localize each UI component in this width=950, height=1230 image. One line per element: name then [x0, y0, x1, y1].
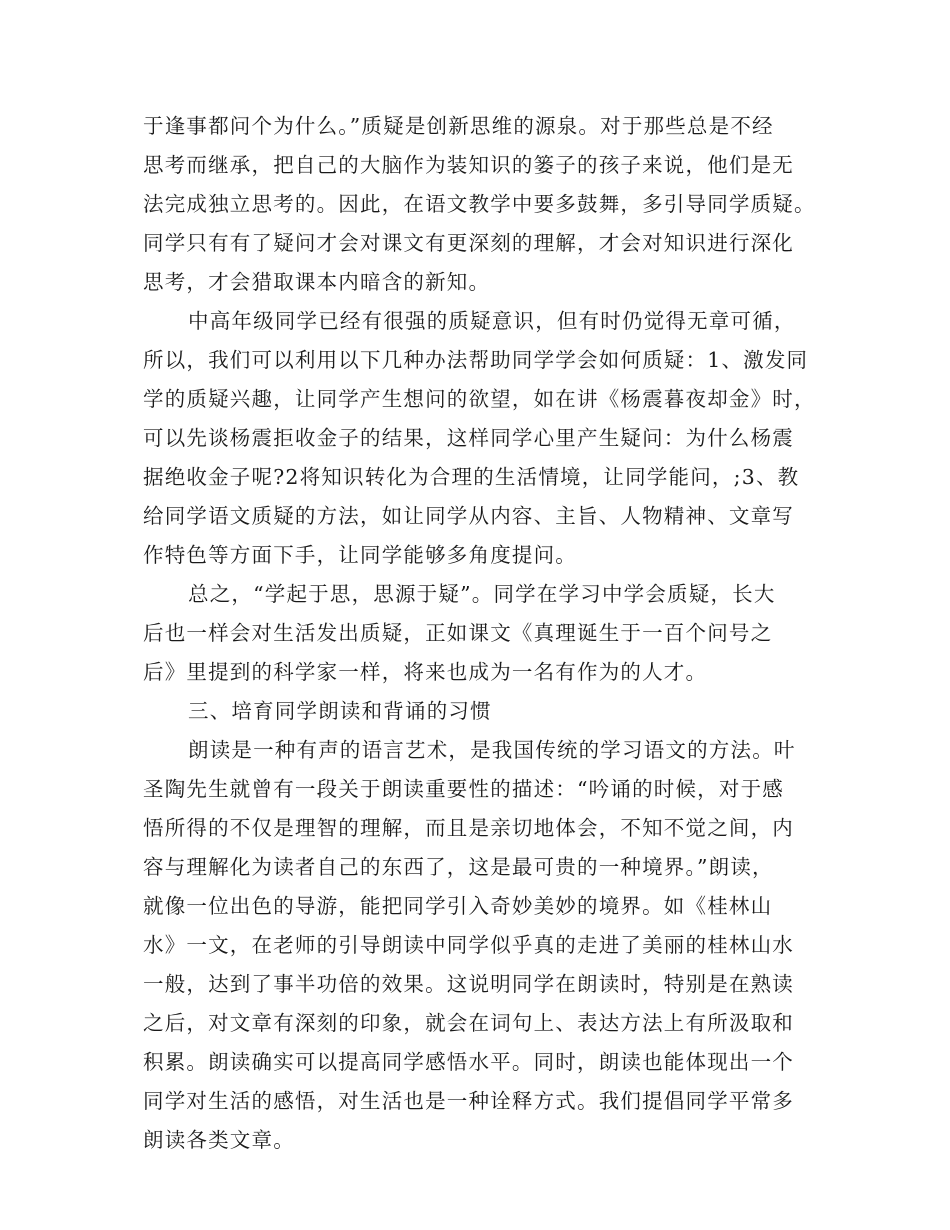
text-line: 同学对生活的感悟，对生活也是一种诠释方式。我们提倡同学平常多 [143, 1089, 794, 1113]
text-line: 水》一文，在老师的引导朗读中同学似乎真的走进了美丽的桂林山水 [143, 933, 794, 957]
text-line: 后也一样会对生活发出质疑，正如课文《真理诞生于一百个问号之 [143, 621, 773, 645]
text-line: 悟所得的不仅是理智的理解，而且是亲切地体会，不知不觉之间，内 [143, 816, 794, 840]
text-line: 之后，对文章有深刻的印象，就会在词句上、表达方法上有所汲取和 [143, 1011, 794, 1035]
paragraph-first-line: 总之，“学起于思，思源于疑”。同学在学习中学会质疑，长大 [188, 582, 776, 606]
paragraph-first-line: 中高年级同学已经有很强的质疑意识，但有时仍觉得无章可循， [188, 309, 796, 333]
text-line: 后》里提到的科学家一样，将来也成为一名有作为的人才。 [143, 660, 708, 684]
paragraph-first-line: 朗读是一种有声的语言艺术，是我国传统的学习语文的方法。叶 [188, 738, 796, 762]
text-line: 同学只有有了疑问才会对课文有更深刻的理解，才会对知识进行深化 [143, 231, 794, 255]
text-line: 于逢事都问个为什么。”质疑是创新思维的源泉。对于那些总是不经 [143, 114, 774, 138]
text-line: 圣陶先生就曾有一段关于朗读重要性的描述：“吟诵的时候，对于感 [143, 777, 784, 801]
section-heading: 三、培育同学朗读和背诵的习惯 [188, 699, 492, 723]
text-line: 思考，才会猎取课本内暗含的新知。 [143, 270, 491, 294]
text-line: 一般，达到了事半功倍的效果。这说明同学在朗读时，特别是在熟读 [143, 972, 794, 996]
text-line: 积累。朗读确实可以提高同学感悟水平。同时，朗读也能体现出一个 [143, 1050, 794, 1074]
text-line: 就像一位出色的导游，能把同学引入奇妙美妙的境界。如《桂林山 [143, 894, 773, 918]
text-line: 给同学语文质疑的方法，如让同学从内容、主旨、人物精神、文章写 [143, 504, 794, 528]
text-line: 据绝收金子呢?2将知识转化为合理的生活情境，让同学能问，;3、教 [143, 465, 800, 489]
text-line: 思考而继承，把自己的大脑作为装知识的篓子的孩子来说，他们是无 [143, 153, 794, 177]
text-line: 所以，我们可以利用以下几种办法帮助同学学会如何质疑：1、激发同 [143, 348, 809, 372]
text-line: 容与理解化为读者自己的东西了，这是最可贵的一种境界。”朗读， [143, 855, 774, 879]
text-line: 法完成独立思考的。因此，在语文教学中要多鼓舞，多引导同学质疑。 [143, 192, 816, 216]
text-line: 朗读各类文章。 [143, 1128, 295, 1152]
text-line: 作特色等方面下手，让同学能够多角度提问。 [143, 543, 577, 567]
text-line: 学的质疑兴趣，让同学产生想问的欲望，如在讲《杨震暮夜却金》时， [143, 387, 816, 411]
text-line: 可以先谈杨震拒收金子的结果，这样同学心里产生疑问：为什么杨震 [143, 426, 794, 450]
